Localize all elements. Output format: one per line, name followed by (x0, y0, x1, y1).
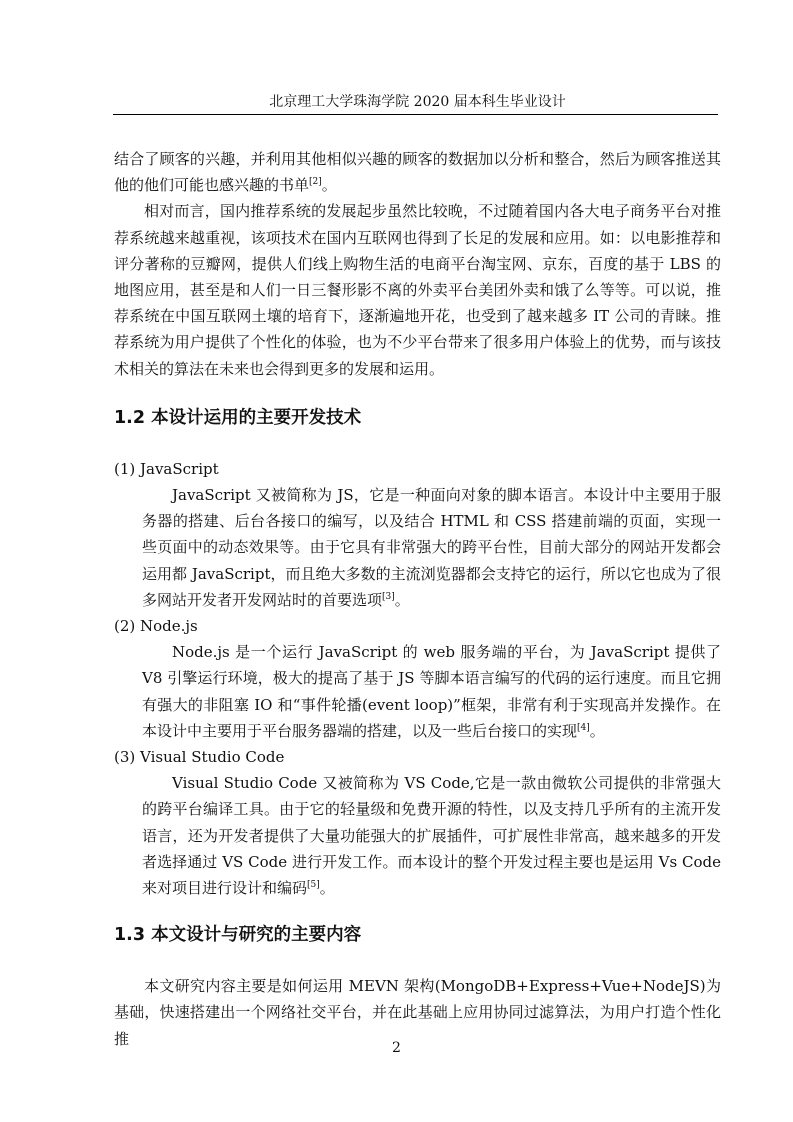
intro-paragraph-1-text: 结合了顾客的兴趣，并利用其他相似兴趣的顾客的数据加以分析和整合，然后为顾客推送其他的他们可能也感兴趣的书单 (114, 150, 721, 195)
intro-paragraph-2: 相对而言，国内推荐系统的发展起步虽然比较晚，不过随着国内各大电子商务平台对推荐系统越来越重视，该项技术在国内互联网也得到了长足的发展和应用。如：以电影推荐和评分著称的豆瓣网，提供人们线上购物生活的电商平台淘宝网、京东，百度的基于 LBS 的地图应用，甚至是和人们一日三餐形影不离的外卖平台美团外卖和饿了么等等。可以说，推荐系统在中国互联网土壤的培育下，逐渐遍地开花，也受到了越来越多 IT 公司的青睐。推荐系统为用户提供了个性化的体验，也为不少平台带来了很多用户体验上的优势，而与该技术相关的算法在未来也会得到更多的发展和运用。 (114, 202, 721, 378)
page-number: 2 (392, 1040, 401, 1056)
intro-paragraph-1-tail: 。 (321, 176, 337, 195)
list-item-title-text: Visual Studio Code (140, 748, 285, 767)
list-item-tail: 。 (589, 721, 605, 740)
page-body (114, 146, 721, 1052)
citation-ref: [4] (577, 722, 590, 733)
list-item-nodejs (114, 613, 721, 744)
list-item-tail: 。 (394, 590, 410, 609)
list-item-title-text: Node.js (140, 617, 198, 636)
list-item-tail: 。 (319, 879, 335, 898)
header-rule (113, 114, 718, 115)
list-item-vscode (114, 744, 721, 901)
list-item-text: JavaScript 又被简称为 JS，它是一种面向对象的脚本语言。本设计中主要用于服务器的搭建、后台各接口的编写，以及结合 HTML 和 CSS 搭建前端的页面，实现一些页面中的动态效果等。由于它具有非常强大的跨平台性，目前大部分的网站开发都会运用都 JavaScript，而且绝大多数的主流浏览器都会支持它的运行，所以它也成为了很多网站开发者开发网站时的首要选项 (142, 486, 721, 609)
section-1-3-paragraph: 本文研究内容主要是如何运用 MEVN 架构(MongoDB+Express+Vue+NodeJS)为基础，快速搭建出一个网络社交平台，并在此基础上应用协同过滤算法，为用户打造个性化推 (114, 977, 721, 1048)
citation-ref: [5] (307, 880, 320, 891)
list-item-javascript (114, 456, 721, 613)
list-item-number: (1) (114, 459, 136, 478)
list-item-title (114, 744, 721, 770)
list-item-title-text: JavaScript (140, 459, 219, 478)
citation-ref: [2] (309, 177, 322, 188)
section-heading-1-3: 1.3 本文设计与研究的主要内容 (114, 925, 362, 946)
list-item-paragraph (142, 482, 721, 613)
list-item-text: Visual Studio Code 又被简称为 VS Code,它是一款由微软公司提供的非常强大的跨平台编译工具。由于它的轻量级和免费开源的特性，以及支持几乎所有的主流开发语言，还为开发者提供了大量功能强大的扩展插件，可扩展性非常高，越来越多的开发者选择通过 VS Code 进行开发工作。而本设计的整个开发过程主要也是运用 Vs Code 来对项目进行设计和编码 (142, 774, 721, 898)
running-header: 北京理工大学珠海学院 2020 届本科生毕业设计 (269, 94, 566, 110)
list-item-number: (2) (114, 617, 136, 636)
section-heading-1-2: 1.2 本设计运用的主要开发技术 (114, 407, 362, 428)
intro-paragraph-1 (114, 146, 721, 198)
list-item-title (114, 613, 721, 639)
list-item-paragraph (142, 770, 721, 901)
list-item-paragraph (142, 639, 721, 744)
list-item-text: Node.js 是一个运行 JavaScript 的 web 服务端的平台，为 JavaScript 提供了 V8 引擎运行环境，极大的提高了基于 JS 等脚本语言编写的代码的运行速度。而且它拥有强大的非阻塞 IO 和“事件轮播(event loop)”框架，非常有利于实现高并发操作。在本设计中主要用于平台服务器端的搭建，以及一些后台接口的实现 (142, 643, 721, 740)
citation-ref: [3] (382, 591, 395, 602)
list-item-title (114, 456, 721, 482)
list-item-number: (3) (114, 748, 136, 767)
